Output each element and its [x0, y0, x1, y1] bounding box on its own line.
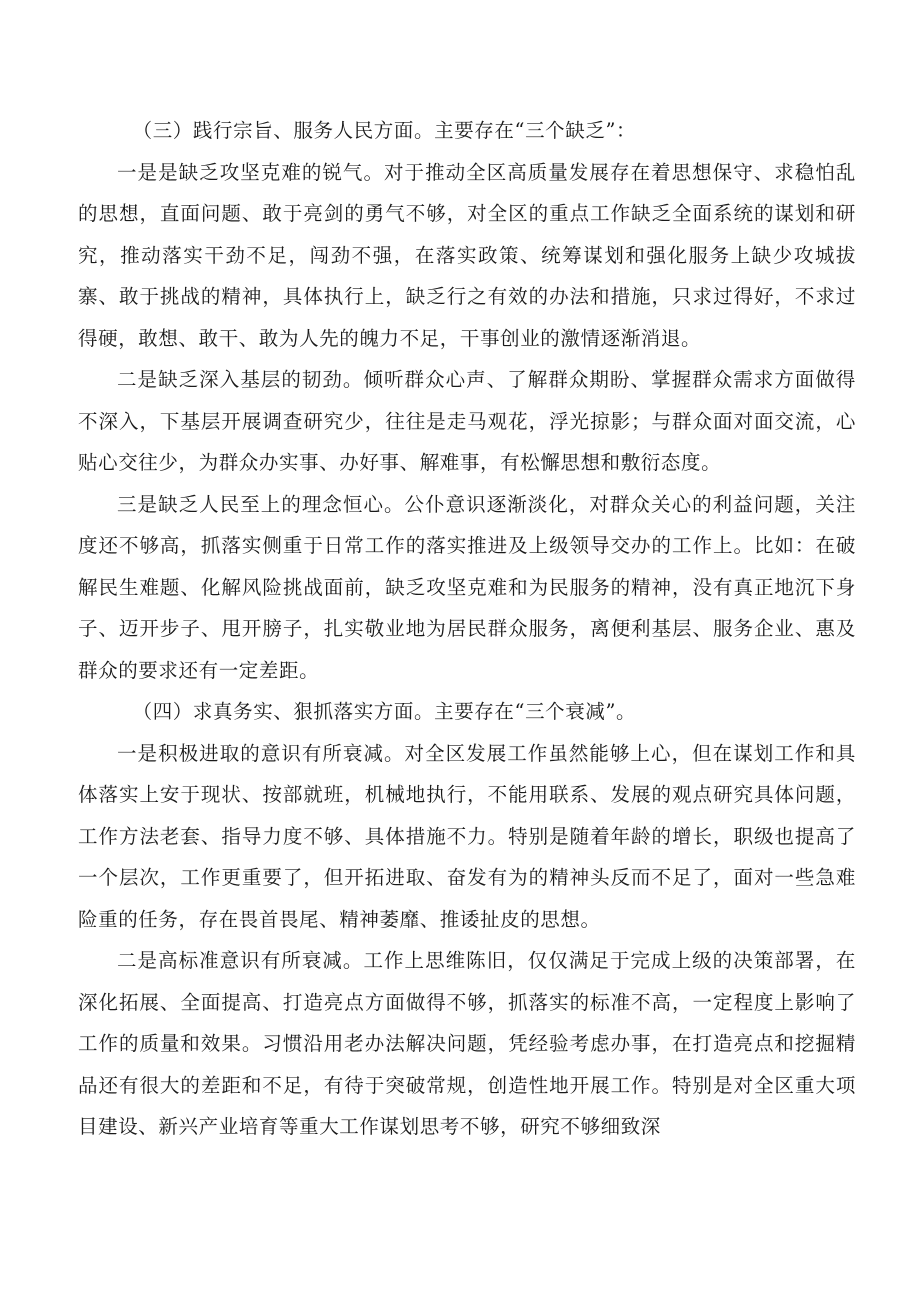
- paragraph-initiative-decline: 一是积极进取的意识有所衰减。对全区发展工作虽然能够上心，但在谋划工作和具体落实上安于现状、按部就班，机械地执行，不能用联系、发展的观点研究具体问题，工作方法老套、指导力度不够、具体措施不力。特别是随着年龄的增长，职级也提高了一个层次，工作更重要了，但开拓进取、奋发有为的精神头反而不足了，面对一些急难险重的任务，存在畏首畏尾、精神萎靡、推诿扯皮的思想。: [78, 741, 856, 931]
- section-heading-four: （四）求真务实、狠抓落实方面。主要存在“三个衰减”。: [132, 700, 637, 723]
- paragraph-lack-grassroots: 二是缺乏深入基层的韧劲。倾听群众心声、了解群众期盼、掌握群众需求方面做得不深入，下基层开展调查研究少，往往是走马观花，浮光掠影；与群众面对面交流，心贴心交往少，为群众办实事、办好事、解难事，有松懈思想和敷衍态度。: [78, 368, 856, 474]
- paragraph-standard-decline: 二是高标准意识有所衰减。工作上思维陈旧，仅仅满足于完成上级的决策部署，在深化拓展、全面提高、打造亮点方面做得不够，抓落实的标准不高，一定程度上影响了工作的质量和效果。习惯沿用老办法解决问题，凭经验考虑办事，在打造亮点和挖掘精品还有很大的差距和不足，有待于突破常规，创造性地开展工作。特别是对全区重大项目建设、新兴产业培育等重大工作谋划思考不够，研究不够细致深: [78, 949, 856, 1138]
- paragraph-lack-people-first: 三是缺乏人民至上的理念恒心。公仆意识逐渐淡化，对群众关心的利益问题，关注度还不够高，抓落实侧重于日常工作的落实推进及上级领导交办的工作上。比如：在破解民生难题、化解风险挑战面前，缺乏攻坚克难和为民服务的精神，没有真正地沉下身子、迈开步子、甩开膀子，扎实敬业地为居民群众服务，离便利基层、服务企业、惠及群众的要求还有一定差距。: [78, 492, 856, 682]
- section-heading-three: （三）践行宗旨、服务人民方面。主要存在“三个缺乏”：: [132, 119, 637, 142]
- paragraph-lack-courage: 一是是缺乏攻坚克难的锐气。对于推动全区高质量发展存在着思想保守、求稳怕乱的思想，直面问题、敢于亮剑的勇气不够，对全区的重点工作缺乏全面系统的谋划和研究，推动落实干劲不足，闯劲不强，在落实政策、统筹谋划和强化服务上缺少攻城拔寨、敢于挑战的精神，具体执行上，缺乏行之有效的办法和措施，只求过得好，不求过得硬，敢想、敢干、敢为人先的魄力不足，干事创业的激情逐渐消退。: [78, 160, 856, 350]
- document-body: [78, 110, 856, 1148]
